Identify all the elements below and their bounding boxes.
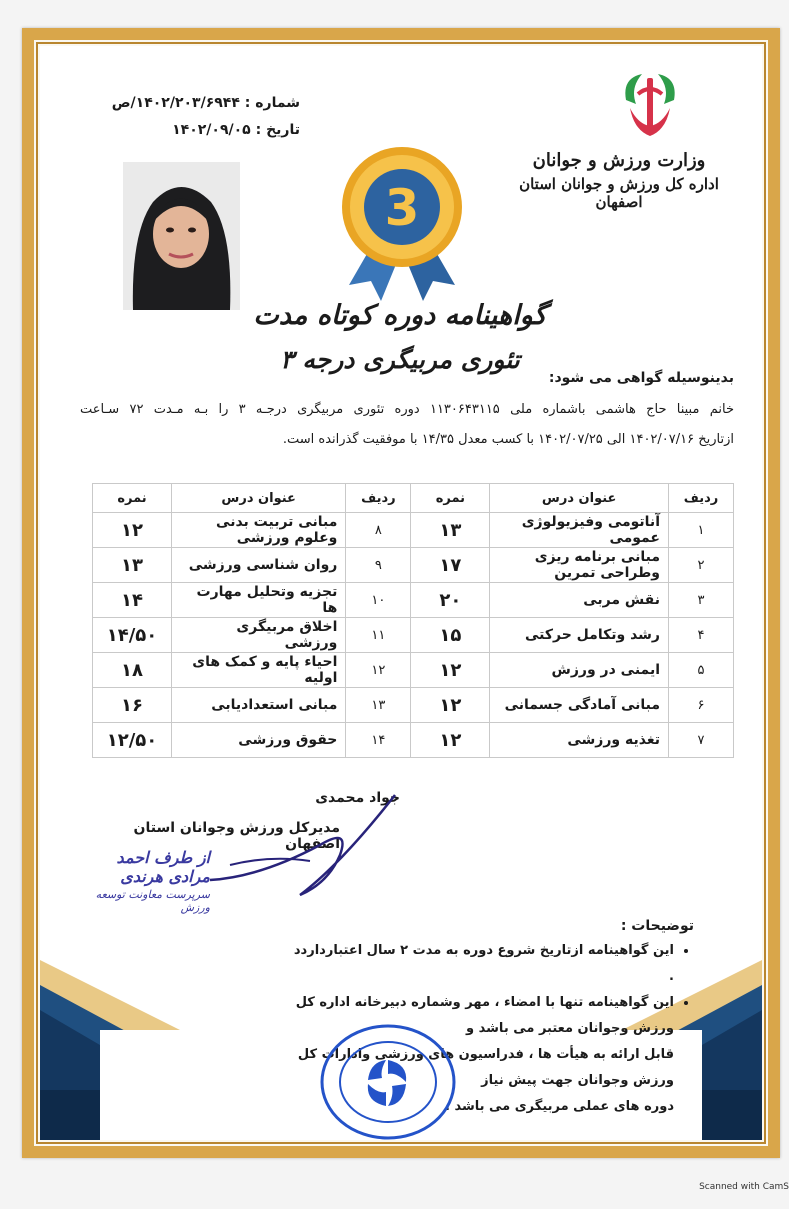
course-grade: ۱۲ xyxy=(93,513,172,548)
row-number: ۱۱ xyxy=(346,618,411,653)
course-title: مبانی آمادگی جسمانی xyxy=(490,688,669,723)
row-number: ۷ xyxy=(669,723,734,758)
medal-icon xyxy=(337,145,467,305)
course-title: مبانی برنامه ریزی وطراحی تمرین xyxy=(490,548,669,583)
course-grade: ۱۷ xyxy=(411,548,490,583)
course-grade: ۱۲ xyxy=(411,653,490,688)
scanner-watermark: Scanned with CamS xyxy=(699,1182,789,1192)
certificate-title: گواهینامه دوره کوتاه مدت xyxy=(253,300,547,331)
reference-date: تاریخ : ۱۴۰۲/۰۹/۰۵ xyxy=(172,122,300,138)
handwritten-delegation xyxy=(70,848,210,914)
course-grade: ۲۰ xyxy=(411,583,490,618)
row-number: ۱ xyxy=(669,513,734,548)
table-row xyxy=(93,548,734,583)
course-grade: ۱۴/۵۰ xyxy=(93,618,172,653)
course-grade: ۱۲/۵۰ xyxy=(93,723,172,758)
medal-number: 3 xyxy=(384,179,420,237)
course-grade: ۱۲ xyxy=(411,688,490,723)
table-row xyxy=(93,618,734,653)
row-number: ۹ xyxy=(346,548,411,583)
course-title: مبانی استعدادیابی xyxy=(172,688,346,723)
note-continuation: دوره های عملی مربیگری می باشد . xyxy=(444,1099,674,1114)
ministry-name: وزارت ورزش و جوانان xyxy=(532,150,706,171)
certificate-body-line1: خانم مبینا حاج هاشمی باشماره ملی ۱۱۳۰۶۴۳۱۱۵ دوره تئوری مربیگری درجـه ۳ را بـه مـدت ۷۲ سـاعت xyxy=(80,402,734,417)
header-grade-2: نمره xyxy=(93,484,172,513)
course-title: روان شناسی ورزشی xyxy=(172,548,346,583)
row-number: ۴ xyxy=(669,618,734,653)
certificate-intro: بدینوسیله گواهی می شود: xyxy=(548,370,734,386)
certificate-subtitle: تئوری مربیگری درجه ۳ xyxy=(280,345,520,374)
signer-name: جواد محمدی xyxy=(315,790,400,806)
course-title: تجزیه وتحلیل مهارت ها xyxy=(172,583,346,618)
table-header-row xyxy=(93,484,734,513)
delegation-name: از طرف احمد مرادی هرندی xyxy=(116,848,210,886)
row-number: ۱۴ xyxy=(346,723,411,758)
course-title: آناتومی وفیزیولوژی عمومی xyxy=(490,513,669,548)
course-grade: ۱۵ xyxy=(411,618,490,653)
signature-icon xyxy=(200,785,410,905)
official-stamp-icon xyxy=(318,1022,458,1142)
header-course-title: عنوان درس xyxy=(490,484,669,513)
ministry-department: اداره کل ورزش و جوانان استان اصفهان xyxy=(519,175,719,211)
header-grade: نمره xyxy=(411,484,490,513)
course-title: مبانی تربیت بدنی وعلوم ورزشی xyxy=(172,513,346,548)
table-row xyxy=(93,688,734,723)
course-title: تغذیه ورزشی xyxy=(490,723,669,758)
certificate-body-line2: ازتاریخ ۱۴۰۲/۰۷/۱۶ الی ۱۴۰۲/۰۷/۲۵ با کسب معدل ۱۴/۳۵ با موفقیت گذرانده است. xyxy=(282,432,734,447)
course-title: رشد وتکامل حرکتی xyxy=(490,618,669,653)
course-title: اخلاق مربیگری ورزشی xyxy=(172,618,346,653)
course-grade: ۱۲ xyxy=(411,723,490,758)
note-item: • این گواهینامه تنها با امضاء ، مهر وشماره دبیرخانه اداره کل ورزش وجوانان معتبر می باشد و xyxy=(290,990,674,1042)
row-number: ۱۳ xyxy=(346,688,411,723)
header-course-title-2: عنوان درس xyxy=(172,484,346,513)
table-row xyxy=(93,513,734,548)
header-row-number: ردیف xyxy=(669,484,734,513)
row-number: ۲ xyxy=(669,548,734,583)
row-number: ۶ xyxy=(669,688,734,723)
table-row xyxy=(93,723,734,758)
course-grade: ۱۳ xyxy=(411,513,490,548)
row-number: ۵ xyxy=(669,653,734,688)
reference-number: شماره : ۱۴۰۲/۲۰۳/۶۹۴۴/ص xyxy=(111,95,300,111)
signer-title: مدیرکل ورزش وجوانان استان اصفهان xyxy=(133,820,340,852)
notes-title: توضیحات : xyxy=(620,918,694,934)
row-number: ۱۰ xyxy=(346,583,411,618)
header-row-number-2: ردیف xyxy=(346,484,411,513)
course-grade: ۱۶ xyxy=(93,688,172,723)
row-number: ۱۲ xyxy=(346,653,411,688)
course-grade: ۱۳ xyxy=(93,548,172,583)
note-item: • این گواهینامه ازتاریخ شروع دوره به مدت ۲ سال اعتبارداردد . xyxy=(290,938,674,990)
course-title: احیاء پایه و کمک های اولیه xyxy=(172,653,346,688)
ministry-heading xyxy=(504,150,734,211)
table-row xyxy=(93,653,734,688)
delegation-title: سرپرست معاونت توسعه ورزش xyxy=(95,888,210,914)
course-title: حقوق ورزشی xyxy=(172,723,346,758)
grades-table xyxy=(92,483,734,758)
iran-emblem-icon xyxy=(612,70,688,142)
table-row xyxy=(93,583,734,618)
row-number: ۸ xyxy=(346,513,411,548)
course-grade: ۱۸ xyxy=(93,653,172,688)
note-continuation: قابل ارائه به هیأت ها ، فدراسیون های ورزشی وادارات کل ورزش وجوانان جهت پیش نیاز xyxy=(297,1047,674,1088)
course-title: نقش مربی xyxy=(490,583,669,618)
row-number: ۳ xyxy=(669,583,734,618)
course-grade: ۱۴ xyxy=(93,583,172,618)
student-photo xyxy=(123,162,240,310)
course-title: ایمنی در ورزش xyxy=(490,653,669,688)
